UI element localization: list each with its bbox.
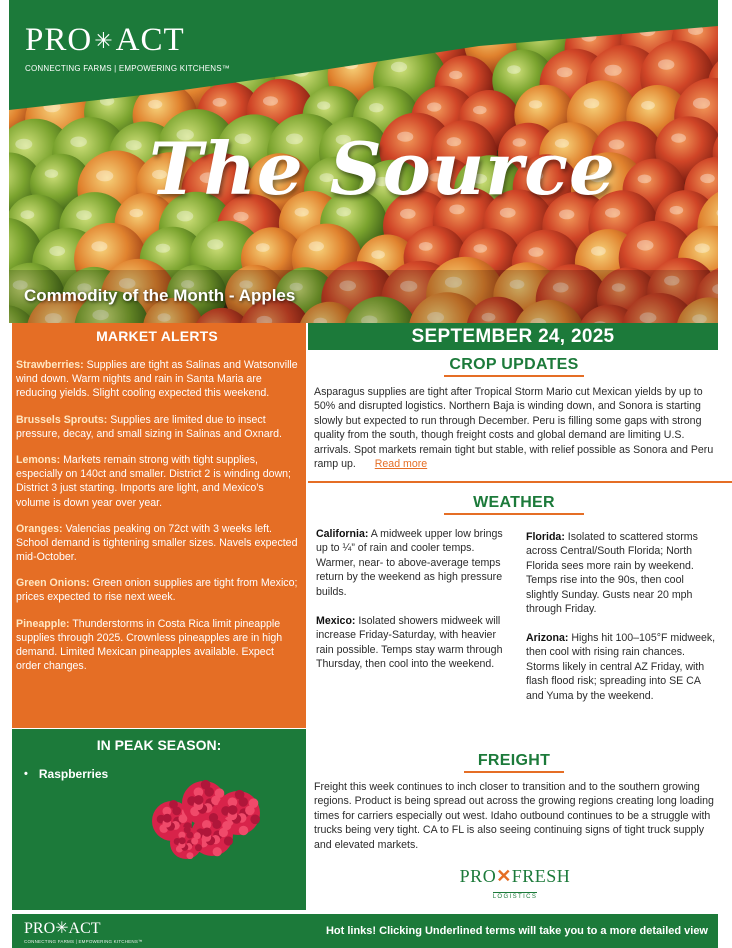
apple-highlight [695, 243, 710, 253]
peak-item [24, 767, 108, 781]
apple-highlight [96, 170, 113, 181]
drupelet [172, 807, 181, 816]
market-alert-item [16, 453, 298, 510]
apple-highlight [213, 98, 227, 107]
alert-commodity: Green Onions: [16, 577, 90, 590]
apple-highlight [529, 100, 542, 108]
drupelet [191, 838, 198, 845]
drupelet [224, 836, 233, 845]
weather-heading: WEATHER [473, 494, 555, 511]
profresh-logo [456, 867, 574, 903]
market-alert-item [16, 413, 298, 441]
market-alert-item [16, 617, 298, 674]
apple-highlight [427, 102, 441, 111]
newsletter-title: The Source [149, 126, 616, 211]
peak-item-label: Raspberries [38, 767, 109, 781]
apple-highlight [76, 210, 92, 220]
market-alert-item [16, 576, 298, 604]
apple-highlight [591, 246, 606, 255]
region-text: Isolated showers midweek will increase Friday-Saturday, with heavier rain possible. Temps stay warm through Thursday, then cool into the weekend. [316, 615, 503, 671]
alert-text: Supplies are tight as Salinas and Watsonville wind down. Warm nights and rain in Santa Maria are reducing yields. Slight cooling expected this weekend. [16, 359, 298, 400]
profresh-fresh: FRESH [511, 866, 571, 886]
apple-highlight [70, 137, 87, 148]
apple-highlight [507, 65, 521, 74]
apple-highlight [263, 96, 278, 106]
region-text: Highs hit 100–105°F midweek, then cool with rising rain chances. Storms likely in central AZ Friday, with flash flood risk; spreading into SE CA and Yuma by the weekend. [526, 632, 716, 702]
weather-florida [526, 530, 716, 616]
drupelet [163, 814, 172, 823]
apple-highlight [91, 241, 107, 251]
apple-highlight [658, 59, 674, 69]
apple-highlight [671, 133, 686, 142]
apple-highlight [637, 240, 654, 251]
logo-act: ACT [115, 22, 185, 58]
apple-highlight [557, 67, 573, 77]
market-alerts-list [16, 358, 298, 673]
apple-highlight [317, 101, 330, 109]
apple-highlight [473, 106, 487, 115]
drupelet [187, 852, 194, 859]
footer-tagline: CONNECTING FARMS | EMPOWERING KITCHENS™ [24, 939, 143, 944]
apple-highlight [233, 212, 248, 222]
drupelet [186, 832, 193, 839]
footer-bar [12, 914, 718, 948]
bullet: • [24, 768, 28, 780]
hero-banner [9, 0, 718, 323]
section-divider [308, 481, 732, 483]
apple-highlight [369, 103, 384, 112]
alert-text: Green onion supplies are tight from Mexico; prices expected to rise next week. [16, 577, 298, 604]
drupelet [239, 826, 249, 836]
drupelet [213, 847, 222, 856]
footer-logo: PRO✳ACT [24, 920, 101, 937]
hot-links-note: Hot links! Clicking Underlined terms will take you to a more detailed view [325, 925, 708, 937]
apple-highlight [156, 244, 171, 253]
region-label: California: [316, 528, 369, 540]
alert-text: Supplies are limited due to insect pressure, decay, and small sizing in Salinas and Oxnard. [16, 413, 282, 440]
peak-season-panel [12, 729, 306, 910]
heading-underline [444, 513, 584, 515]
drupelet [245, 806, 255, 816]
alert-commodity: Brussels Sprouts: [16, 413, 108, 426]
drupelet [228, 805, 238, 815]
apple-highlight [49, 246, 65, 256]
region-text: A midweek upper low brings up to ¼” of rain and cooler temps. Warmer, near- to above-average temps return by the weekend as high pressure builds. [316, 528, 503, 598]
apple-highlight [700, 174, 715, 183]
drupelet [194, 795, 204, 805]
apple-highlight [256, 243, 270, 252]
market-alert-item [16, 358, 298, 401]
x-icon: ✕ [496, 866, 512, 886]
crop-updates-header [420, 356, 608, 377]
star-icon: ✳ [94, 27, 114, 53]
market-alert-item [16, 522, 298, 565]
drupelet [179, 837, 186, 844]
drupelet [202, 828, 211, 837]
raspberries-image [146, 773, 272, 859]
apple-highlight [309, 241, 324, 251]
apple-highlight [130, 209, 144, 218]
alert-commodity: Strawberries: [16, 359, 84, 371]
freight-text: Freight this week continues to inch closer to transition and to the southern growing regions. Product is being spread out across the growing regions creating long loading times for carriers especially out west. Idaho outbound continues to be a struggle with trucks being very tight. CA to FL is also seeing continuing signs of tight truck supply and elevated markets. [314, 781, 714, 851]
read-more-link[interactable]: Read more [374, 458, 428, 471]
region-label: Mexico: [316, 615, 356, 627]
apple-highlight [419, 242, 433, 251]
apple-highlight [207, 239, 223, 249]
apple-highlight [371, 250, 385, 259]
drupelet [195, 844, 202, 851]
region-label: Arizona: [526, 632, 569, 644]
market-alerts-heading: MARKET ALERTS [96, 328, 218, 344]
apple-highlight [45, 169, 58, 178]
peak-season-heading: IN PEAK SEASON: [96, 737, 222, 753]
profresh-subtitle: LOGISTICS [492, 894, 538, 900]
logo-tagline: CONNECTING FARMS | EMPOWERING KITCHENS™ [25, 64, 230, 73]
apple-highlight [584, 98, 600, 108]
freight-heading: FREIGHT [477, 752, 551, 769]
apple-highlight [126, 140, 142, 150]
drupelet [212, 820, 221, 829]
alert-commodity: Lemons: [16, 453, 61, 466]
apple-highlight [474, 244, 488, 253]
drupelet [204, 787, 214, 797]
heading-underline [444, 375, 584, 377]
market-alerts-panel [12, 323, 306, 728]
freight-header [420, 752, 608, 773]
alert-text: Markets remain strong with tight supplies, especially on 140ct and smaller. District 2 is winding down; District 3 just starting. Imports are light, and Mexico’s volume is down year over year. [16, 453, 291, 509]
apple-highlight [449, 71, 462, 79]
apple-highlight [605, 65, 622, 76]
apple-highlight [21, 210, 35, 219]
proact-logo [25, 24, 230, 73]
apple-highlight [528, 247, 543, 257]
apple-highlight [177, 211, 194, 222]
logo-pro: PRO [25, 22, 93, 58]
alert-commodity: Pineapple: [16, 617, 70, 630]
region-text: Isolated to scattered storms across Central/South Florida; North Florida sees more rain by weekend. Temps rise into the 90s, then cool slightly Sunday. Gusts near 20 mph through Friday. [526, 531, 698, 616]
crop-updates-heading: CROP UPDATES [449, 356, 579, 373]
crop-updates-text [314, 385, 718, 471]
drupelet [238, 797, 248, 807]
heading-underline [464, 771, 564, 773]
crop-updates-body: Asparagus supplies are tight after Tropical Storm Mario cut Mexican yields by up to 50% and disrupted logistics. Northern Baja is winding down, and Sonora is starting slowly but expected to run through December. Peru is filling some gaps with strong quality from the south, though freight costs and global demand are limiting U.S. arrivals. Spot markets remain tight but stable, with relief possible as Sonora and Peru ramp up. [314, 386, 714, 471]
region-label: Florida: [526, 531, 565, 543]
apple-highlight [641, 101, 655, 110]
alert-text: Thunderstorms in Costa Rica limit pineapple supplies through 2025. Crownless pineapples are in high demand. Limited Mexican pineapples available. Expect order changes. [16, 617, 283, 673]
weather-arizona [526, 631, 716, 703]
drupelet [250, 815, 260, 825]
apple-highlight [15, 139, 32, 150]
apple-highlight [693, 98, 710, 109]
apple-highlight [638, 175, 652, 184]
commodity-caption: Commodity of the Month - Apples [24, 286, 296, 305]
apple-highlight [148, 100, 162, 109]
drupelet [219, 828, 228, 837]
weather-mexico [316, 614, 504, 672]
weather-california [316, 527, 504, 599]
alert-commodity: Oranges: [16, 522, 63, 535]
issue-date: SEPTEMBER 24, 2025 [308, 323, 718, 350]
profresh-pro: PRO [459, 866, 497, 886]
apple-highlight [670, 206, 684, 215]
weather-header [420, 494, 608, 515]
alert-text: Valencias peaking on 72ct with 3 weeks left. School demand is tightening smaller sizes. Navels expected mid-October. [16, 522, 298, 564]
apple-highlight [391, 62, 407, 72]
